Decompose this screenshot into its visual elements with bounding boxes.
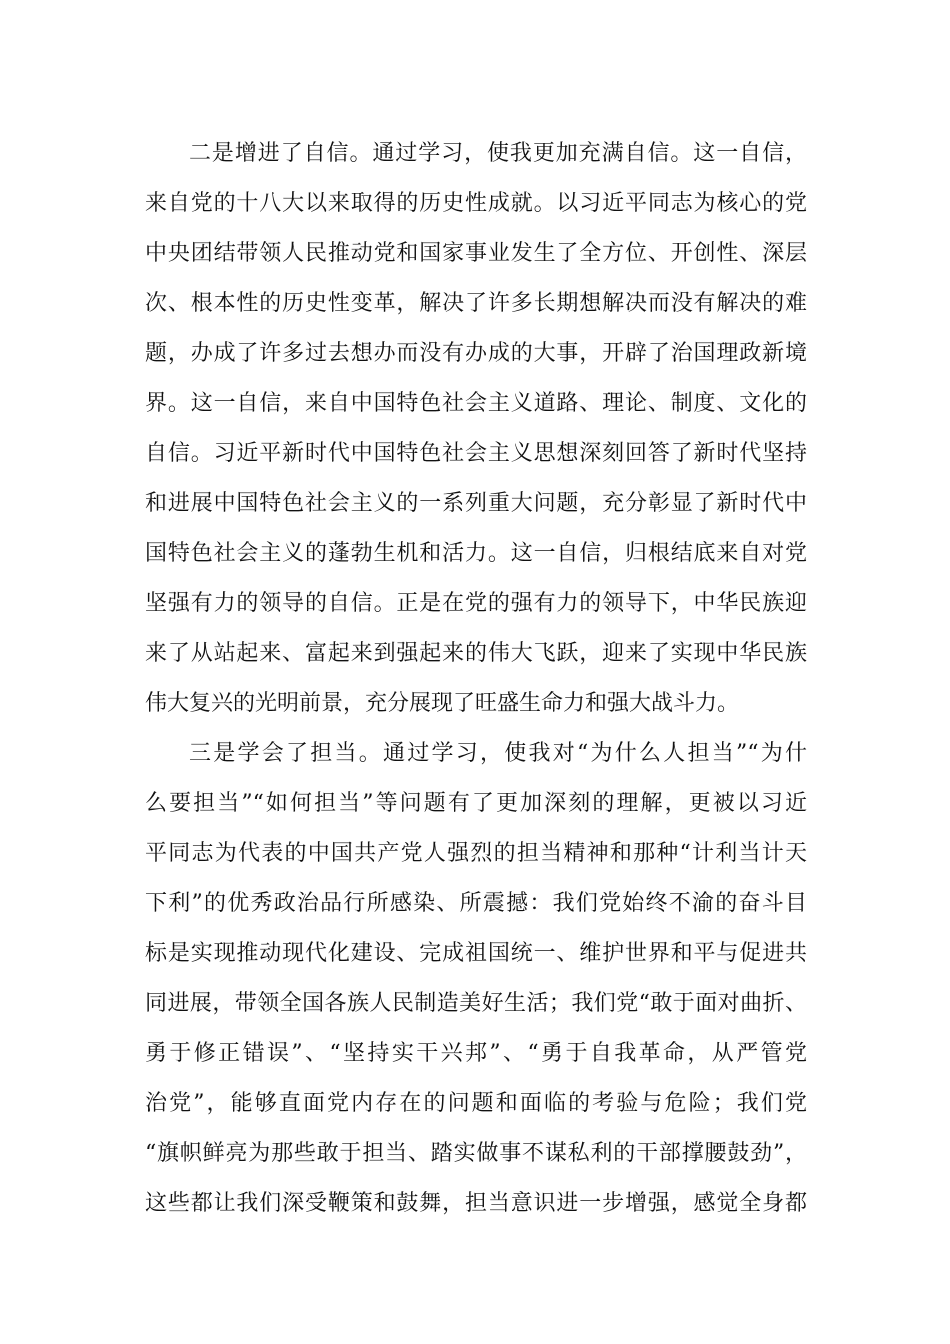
text-line: 二是增进了自信。通过学习，使我更加充满自信。这一自信，	[189, 141, 807, 166]
text-line: 次、根本性的历史性变革，解决了许多长期想解决而没有解决的难	[145, 291, 807, 316]
text-line: 下利”的优秀政治品行所感染、所震撼：我们党始终不渝的奋斗目	[145, 891, 807, 916]
text-line: 勇于修正错误”、“坚持实干兴邦”、“勇于自我革命，从严管党	[145, 1041, 807, 1066]
paragraph-confidence	[145, 129, 807, 729]
text-line: 和进展中国特色社会主义的一系列重大问题，充分彰显了新时代中	[145, 491, 807, 516]
text-line: 题，办成了许多过去想办而没有办成的大事，开辟了治国理政新境	[145, 341, 807, 366]
text-line: 界。这一自信，来自中国特色社会主义道路、理论、制度、文化的	[145, 391, 807, 416]
text-line: 平同志为代表的中国共产党人强烈的担当精神和那种“计利当计天	[145, 841, 807, 866]
text-line: 么要担当”“如何担当”等问题有了更加深刻的理解，更被以习近	[145, 791, 807, 816]
text-line: 伟大复兴的光明前景，充分展现了旺盛生命力和强大战斗力。	[145, 691, 740, 716]
text-line: 来了从站起来、富起来到强起来的伟大飞跃，迎来了实现中华民族	[145, 641, 807, 666]
text-line: 同进展，带领全国各族人民制造美好生活；我们党“敢于面对曲折、	[145, 991, 807, 1016]
text-line: 这些都让我们深受鞭策和鼓舞，担当意识进一步增强，感觉全身都	[145, 1191, 807, 1216]
text-line: 坚强有力的领导的自信。正是在党的强有力的领导下，中华民族迎	[145, 591, 807, 616]
text-line: 标是实现推动现代化建设、完成祖国统一、维护世界和平与促进共	[145, 941, 807, 966]
text-line: 治党”，能够直面党内存在的问题和面临的考验与危险；我们党	[145, 1091, 807, 1116]
text-line: 国特色社会主义的蓬勃生机和活力。这一自信，归根结底来自对党	[145, 541, 807, 566]
text-line: 中央团结带领人民推动党和国家事业发生了全方位、开创性、深层	[145, 241, 807, 266]
text-line: 自信。习近平新时代中国特色社会主义思想深刻回答了新时代坚持	[145, 441, 807, 466]
body-text	[145, 129, 807, 1229]
text-line: 三是学会了担当。通过学习，使我对“为什么人担当”“为什	[189, 741, 807, 766]
text-line: 来自党的十八大以来取得的历史性成就。以习近平同志为核心的党	[145, 191, 807, 216]
text-line: “旗帜鲜亮为那些敢于担当、踏实做事不谋私利的干部撑腰鼓劲”，	[145, 1141, 807, 1166]
paragraph-responsibility	[145, 729, 807, 1229]
